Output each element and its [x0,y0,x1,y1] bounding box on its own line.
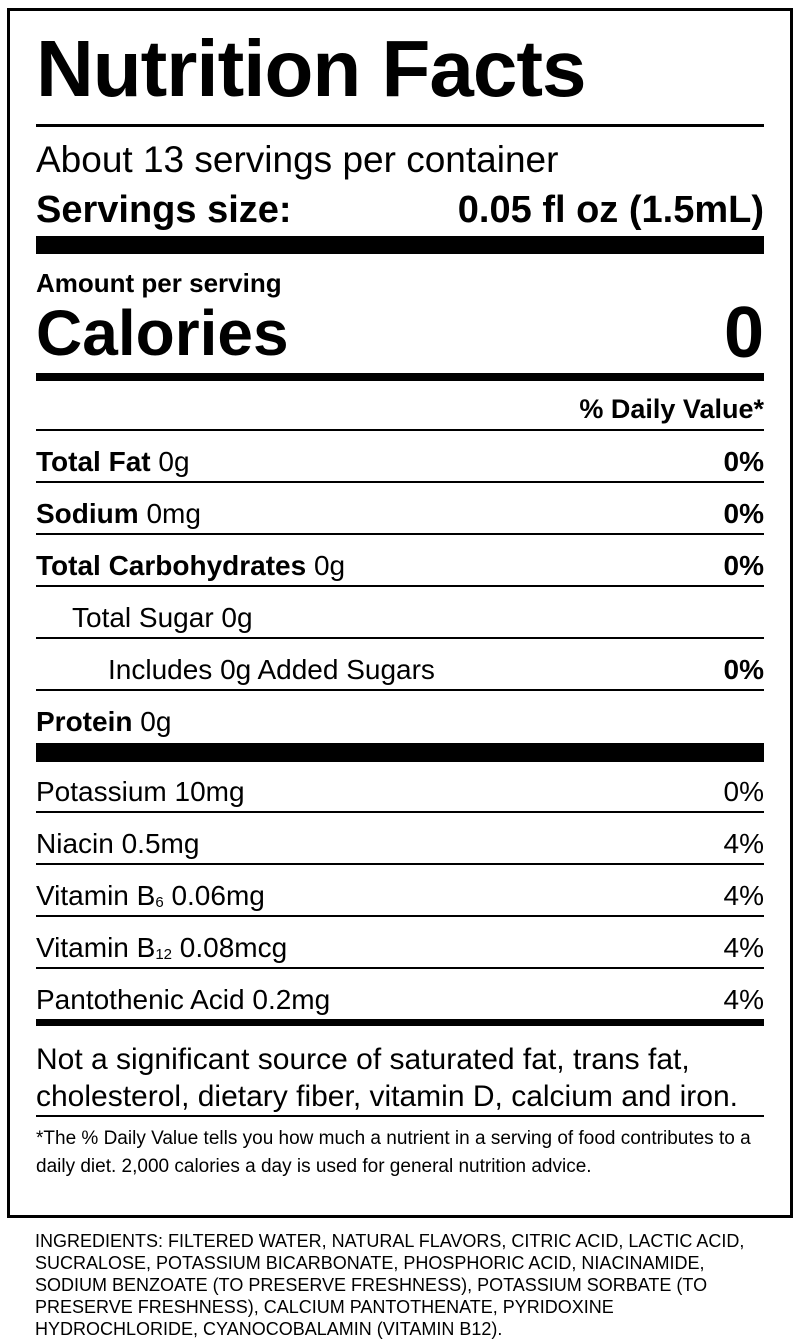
vitamin-subscript: 12 [155,946,173,963]
nutrient-amount: 0g [140,706,172,737]
divider [36,124,764,127]
vitamin-row-potassium [36,778,764,830]
vitamin-row-b12 [36,934,764,986]
vitamin-daily-value: 0% [723,776,764,807]
vitamin-label: Pantothenic Acid 0.2mg [36,984,331,1015]
nutrient-amount: 0g [158,446,190,477]
ingredients-list: INGREDIENTS: FILTERED WATER, NATURAL FLAVORS, CITRIC ACID, LACTIC ACID, SUCRALOSE, POTASSIUM BICARBONATE, PHOSPHORIC ACID, NIACINAMIDE, SODIUM BENZOATE (TO PRESERVE FRESHNESS), POTASSIUM SORBATE (TO PRESERVE FRESHNESS), CALCIUM PANTOTHENATE, PYRIDOXINE HYDROCHLORIDE, CYANOCOBALAMIN (VITAMIN B12). [35,1231,745,1339]
vitamin-label: Potassium 10mg [36,776,245,807]
calories-label: Calories [36,297,289,369]
serving-size-value: 0.05 fl oz (1.5mL) [457,189,764,231]
medium-divider [36,1019,764,1026]
divider [36,967,764,969]
nutrient-daily-value: 0% [723,446,764,477]
divider [36,637,764,639]
divider [36,533,764,535]
divider [36,915,764,917]
nutrient-row-sodium [36,500,764,552]
divider [36,429,764,431]
divider [36,689,764,691]
divider [36,585,764,587]
thick-divider [36,743,764,762]
nutrient-daily-value: 0% [723,550,764,581]
nutrient-label: Total Sugar 0g [72,602,253,633]
nutrition-facts-panel [7,8,793,1218]
medium-divider [36,373,764,381]
nutrient-daily-value: 0% [723,498,764,529]
daily-value-header: % Daily Value* [579,394,764,424]
nutrient-name: Protein [36,706,133,737]
divider [36,811,764,813]
serving-size-label: Servings size: [36,189,292,231]
vitamin-daily-value: 4% [723,984,764,1015]
nutrient-label: Includes 0g Added Sugars [108,654,435,685]
nutrient-name: Sodium [36,498,139,529]
servings-per-container: About 13 servings per container [36,139,559,180]
vitamin-amount: 0.08mcg [172,932,288,963]
vitamin-prefix: Vitamin B [36,932,156,963]
nutrient-row-total-sugar [36,604,764,656]
divider [36,1115,764,1117]
vitamin-daily-value: 4% [723,932,764,963]
nutrient-name: Total Fat [36,446,151,477]
nutrient-name: Total Carbohydrates [36,550,307,581]
amount-per-serving: Amount per serving [36,268,282,298]
daily-value-footnote: *The % Daily Value tells you how much a nutrient in a serving of food contributes to a daily diet. 2,000 calories a day is used for general nutrition advice. [36,1128,751,1177]
vitamin-row-pantothenic-acid [36,986,764,1038]
nutrient-amount: 0mg [146,498,201,529]
vitamin-label: Niacin 0.5mg [36,828,200,859]
nutrient-row-total-carbohydrates [36,552,764,604]
vitamin-daily-value: 4% [723,828,764,859]
vitamin-row-b6 [36,882,764,934]
vitamin-row-niacin [36,830,764,882]
nutrient-amount: 0g [313,550,346,581]
divider [36,481,764,483]
calories-value: 0 [723,293,764,373]
panel-title: Nutrition Facts [36,24,586,113]
thick-divider [36,236,764,254]
not-significant-source-note: Not a significant source of saturated fat, trans fat, cholesterol, dietary fiber, vitamin D, calcium and iron. [36,1043,738,1113]
nutrient-daily-value: 0% [723,654,764,685]
vitamin-prefix: Vitamin B [36,880,156,911]
nutrient-row-added-sugars [36,656,764,708]
vitamin-amount: 0.06mg [163,880,265,911]
vitamin-subscript: 6 [155,894,164,911]
nutrient-row-total-fat [36,448,764,500]
vitamin-daily-value: 4% [723,880,764,911]
divider [36,863,764,865]
